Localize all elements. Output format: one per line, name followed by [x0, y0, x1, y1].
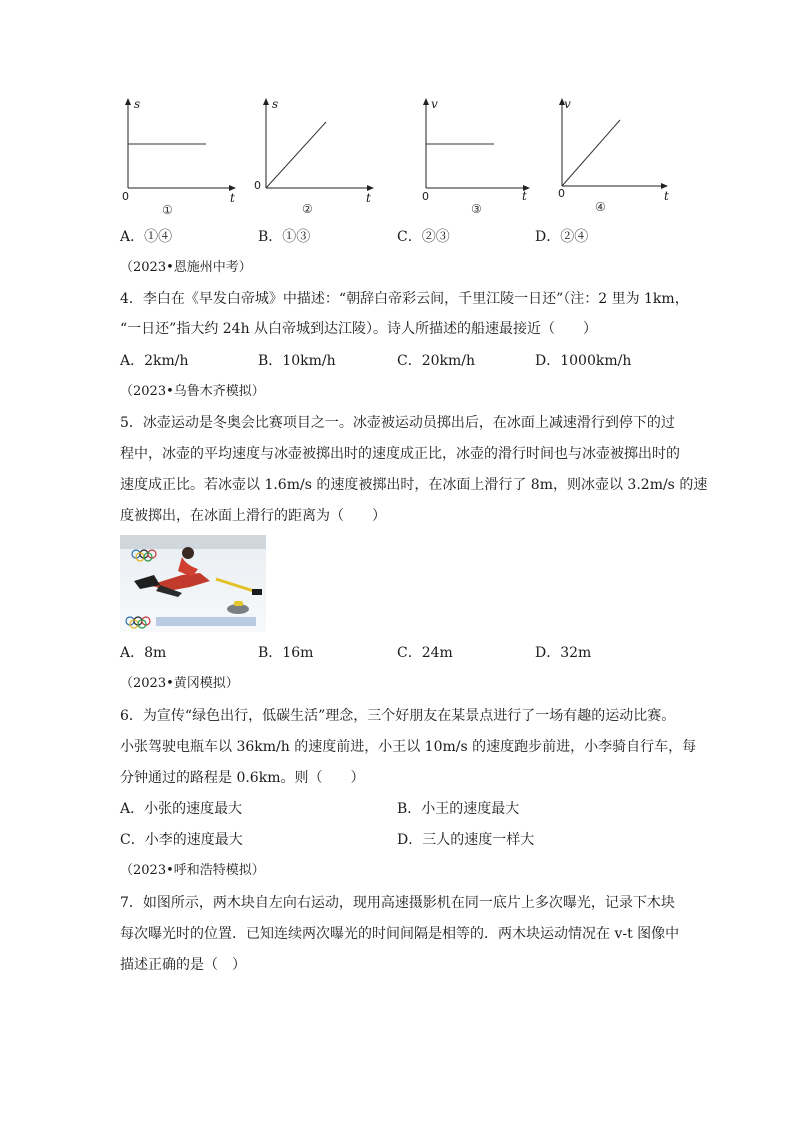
q4-source: （2023•恩施州中考）: [120, 260, 252, 275]
q5-option-a[interactable]: A．8m: [120, 645, 167, 661]
q4-option-a[interactable]: A．2km/h: [120, 353, 189, 369]
graph-4-number: ④: [595, 200, 606, 214]
q5-option-c[interactable]: C．24m: [397, 645, 453, 661]
graph-4-x-label: t: [664, 189, 669, 203]
graph-3: [412, 96, 532, 216]
q5-stem-line-2: 程中，冰壶的平均速度与冰壶被掷出时的速度成正比，冰壶的滑行时间也与冰壶被掷出时的: [120, 446, 680, 462]
q5-option-b[interactable]: B．16m: [258, 645, 314, 661]
q7-stem-line-3: 描述正确的是（ ）: [120, 957, 246, 973]
q3-option-b[interactable]: B．①③: [258, 229, 311, 245]
q6-option-a[interactable]: A．小张的速度最大: [120, 801, 243, 817]
q6-stem-line-1: 6．为宣传“绿色出行，低碳生活”理念，三个好朋友在某景点进行了一场有趣的运动比赛。: [120, 708, 676, 724]
graph-4-origin: 0: [558, 187, 565, 200]
q4-stem-line-2: “一日还”指大约 24h 从白帝城到达江陵）。诗人所描述的船速最接近（ ）: [120, 321, 598, 337]
graph-2-number: ②: [302, 202, 313, 216]
q6-stem-line-2: 小张驾驶电瓶车以 36km/h 的速度前进，小王以 10m/s 的速度跑步前进，小李骑自行车，每: [120, 739, 697, 755]
graph-3-y-label: v: [431, 97, 438, 111]
q6-option-b[interactable]: B．小王的速度最大: [397, 801, 520, 817]
graph-4: [550, 96, 670, 216]
graph-1-y-label: s: [134, 97, 141, 111]
q3-option-a[interactable]: A．①④: [120, 229, 173, 245]
graph-3-x-label: t: [522, 189, 527, 203]
q5-stem-line-3: 速度成正比。若冰壶以 1.6m/s 的速度被掷出时，在冰面上滑行了 8m，则冰壶以 3.2m/s 的速: [120, 477, 708, 493]
q7-source: （2023•呼和浩特模拟）: [120, 863, 265, 878]
q7-stem-line-2: 每次曝光时的位置．已知连续两次曝光的时间间隔是相等的．两木块运动情况在 v-t 图像中: [120, 926, 680, 942]
q3-option-d[interactable]: D．②④: [535, 229, 589, 245]
graph-3-number: ③: [471, 202, 482, 216]
q4-stem-line-1: 4．李白在《早发白帝城》中描述：“朝辞白帝彩云间，千里江陵一日还”（注：2 里为 1km，: [120, 291, 689, 307]
curling-photo: [120, 535, 266, 632]
curling-photo-svg: [120, 535, 266, 632]
graph-2-origin: 0: [254, 179, 261, 192]
graph-1-x-label: t: [230, 191, 235, 205]
graph-1: [114, 96, 234, 216]
q5-source: （2023•乌鲁木齐模拟）: [120, 384, 265, 399]
q7-stem-line-1: 7．如图所示，两木块自左向右运动，现用高速摄影机在同一底片上多次曝光，记录下木块: [120, 895, 675, 911]
graph-4-y-label: v: [564, 97, 571, 111]
graph-2-x-label: t: [366, 191, 371, 205]
q6-option-d[interactable]: D．三人的速度一样大: [397, 832, 535, 848]
graph-4-svg: [550, 96, 670, 216]
graph-3-svg: [412, 96, 532, 216]
q3-option-c[interactable]: C．②③: [397, 229, 450, 245]
graph-1-svg: [114, 96, 234, 216]
q5-stem-line-1: 5．冰壶运动是冬奥会比赛项目之一。冰壶被运动员掷出后，在冰面上减速滑行到停下的过: [120, 415, 675, 431]
q4-option-b[interactable]: B．10km/h: [258, 353, 336, 369]
q4-option-c[interactable]: C．20km/h: [397, 353, 476, 369]
q5-option-d[interactable]: D．32m: [535, 645, 592, 661]
q6-option-c[interactable]: C．小李的速度最大: [120, 832, 243, 848]
q6-stem-line-3: 分钟通过的路程是 0.6km。则（ ）: [120, 770, 365, 786]
q4-option-d[interactable]: D．1000km/h: [535, 353, 632, 369]
graph-2-svg: [252, 96, 372, 216]
graph-3-origin: 0: [422, 190, 429, 203]
q6-source: （2023•黄冈模拟）: [120, 676, 239, 691]
q5-stem-line-4: 度被掷出，在冰面上滑行的距离为（ ）: [120, 508, 386, 524]
graph-2: [252, 96, 372, 216]
graph-1-number: ①: [162, 203, 173, 217]
graph-1-origin: 0: [122, 190, 129, 203]
graph-2-y-label: s: [272, 97, 279, 111]
